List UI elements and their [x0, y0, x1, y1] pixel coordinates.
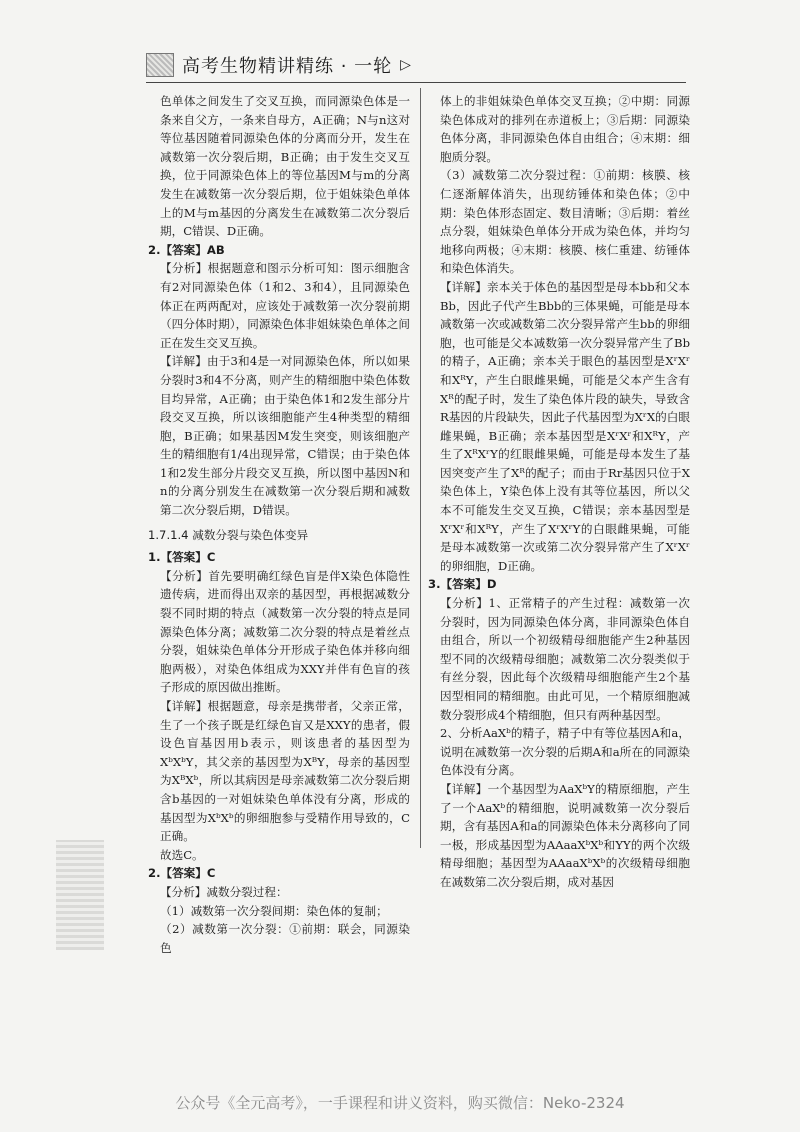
explanation-paragraph: 【详解】亲本关于体色的基因型是母本bb和父本Bb，因此子代产生Bbb的三体果蝇，可能是母本减数第一次或减数第二次分裂异常产生bb的卵细胞，也可能是父本减数第一次分裂异常产生了Bb的精子，A正确；亲本关于眼色的基因型是XʳXʳ和XᴿY，产生白眼雌果蝇，可能是父本产生含有Xᴿ的配子时，发生了染色体片段的缺失，导致含R基因的片段缺失，因此子代基因型为XʳX的白眼雌果蝇，B正确；亲本基因型是XʳXʳ和XᴿY，产生了XᴿXʳY的红眼雌果蝇，可能是母本发生了基因突变产生了Xᴿ的配子；而由于Rr基因只位于X染色体上，Y染色体上没有其等位基因，所以父本不可能发生交叉互换，C错误；亲本基因型是XʳXʳ和XᴿY，产生了XʳXʳY的白眼雌果蝇，可能是母本减数第一次或第二次分裂异常产生了XʳXʳ的卵细胞，D正确。: [440, 279, 690, 573]
scan-margin-mark: [56, 840, 104, 950]
column-divider: [420, 88, 421, 848]
answer-heading: 2.【答案】C: [148, 866, 216, 881]
answer-heading: 1.【答案】C: [148, 550, 216, 565]
left-column: [148, 92, 410, 957]
footer-watermark: 公众号《全元高考》，一手课程和讲义资料，购买微信：Neko-2324: [175, 1094, 625, 1112]
explanation-paragraph: 【详解】根据题意，母亲是携带者，父亲正常，生了一个孩子既是红绿色盲又是XXY的患者，假设色盲基因用b表示，则该患者的基因型为XᵇXᵇY，其父亲的基因型为XᴮY，母亲的基因型为XᴮXᵇ，所以其病因是母亲减数第二次分裂后期含b基因的一对姐妹染色单体没有分离，形成的基因型为XᵇXᵇ的卵细胞参与受精作用导致的，C正确。: [160, 699, 410, 844]
continued-paragraph: 色单体之间发生了交叉互换，而同源染色体是一条来自父方，一条来自母方，A正确；N与n这对等位基因随着同源染色体的分离而分开，发生在减数第一次分裂后期，B正确；由于发生交叉互换，位于同源染色体上的等位基因M与m的分离发生在减数第一次分裂后期，位于姐妹染色单体上的M与m基因的分离发生在减数第二次分裂后期，C错误、D正确。: [160, 94, 410, 239]
book-title: 高考生物精讲精练 · 一轮: [182, 56, 393, 77]
explanation-paragraph: 【分析】1、正常精子的产生过程：减数第一次分裂时，因为同源染色体分离，非同源染色体自由组合，所以一个初级精母细胞能产生2种基因型不同的次级精母细胞；减数第二次分裂类似于有丝分裂，因此每个次级精母细胞能产生2个基因型相同的精细胞。由此可见，一个精原细胞减数分裂形成4个精细胞，但只有两种基因型。: [440, 596, 690, 722]
explanation-paragraph: 【详解】由于3和4是一对同源染色体，所以如果分裂时3和4不分离，则产生的精细胞中染色体数目均异常，A正确；由于染色体1和2发生部分片段交叉互换，所以该细胞能产生4种类型的精细胞，B正确；如果基因M发生突变，则该细胞产生的精细胞有1/4出现异常，C错误；由于染色体1和2发生部分片段交叉互换，所以图中基因N和n的分离分别发生在减数第一次分裂后期和减数第二次分裂后期，D错误。: [160, 354, 410, 518]
explanation-paragraph: 【分析】根据题意和图示分析可知：图示细胞含有2对同源染色体（1和2、3和4），且同源染色体正在两两配对，应该处于减数第一次分裂前期（四分体时期），同源染色体非姐妹染色单体之间正在发生交叉互换。: [160, 261, 410, 350]
arrow-icon: ▷: [400, 57, 411, 73]
header-rule: [146, 82, 686, 83]
explanation-paragraph: 【分析】减数分裂过程：: [160, 884, 288, 899]
answer-heading: 3.【答案】D: [428, 577, 497, 592]
section-heading: 1.7.1.4 减数分裂与染色体变异: [148, 527, 309, 542]
explanation-paragraph: 【分析】首先要明确红绿色盲是伴X染色体隐性遗传病，进而得出双亲的基因型，再根据减数分裂不同时期的特点（减数第一次分裂的特点是同源染色体分离；减数第二次分裂的特点是着丝点分裂，姐妹染色单体分开形成子染色体并移向细胞两极），对染色体组成为XXY并伴有色盲的孩子形成的原因做出推断。: [160, 568, 410, 695]
explanation-paragraph: （3）减数第二次分裂过程：①前期：核膜、核仁逐渐解体消失，出现纺锤体和染色体；②中期：染色体形态固定、数目清晰；③后期：着丝点分裂，姐妹染色单体分开成为染色体，并均匀地移向两极；④末期：核膜、核仁重建、纺锤体和染色体消失。: [440, 168, 690, 276]
book-logo-icon: [146, 53, 174, 77]
explanation-paragraph: （1）减数第一次分裂间期：染色体的复制；: [160, 903, 388, 918]
explanation-paragraph: （2）减数第一次分裂：①前期：联会，同源染色: [160, 922, 410, 955]
continued-paragraph: 体上的非姐妹染色单体交叉互换；②中期：同源染色体成对的排列在赤道板上；③后期：同源染色体分离，非同源染色体自由组合；④末期：细胞质分裂。: [440, 94, 690, 164]
page-header: [146, 50, 411, 80]
answer-heading: 2.【答案】AB: [148, 242, 225, 257]
right-column: [428, 92, 690, 892]
conclusion-line: 故选C。: [160, 847, 204, 862]
explanation-paragraph: 2、分析AaXᵇ的精子，精子中有等位基因A和a，说明在减数第一次分裂的后期A和a所在的同源染色体没有分离。: [440, 726, 690, 778]
explanation-paragraph: 【详解】一个基因型为AaXᵇY的精原细胞，产生了一个AaXᵇ的精细胞，说明减数第一次分裂后期，含有基因A和a的同源染色体未分离移向了同一极，形成基因型为AAaaXᵇXᵇ和YY的两个次级精母细胞；基因型为AAaaXᵇXᵇ的次级精母细胞在减数第二次分裂后期，成对基因: [440, 781, 690, 889]
